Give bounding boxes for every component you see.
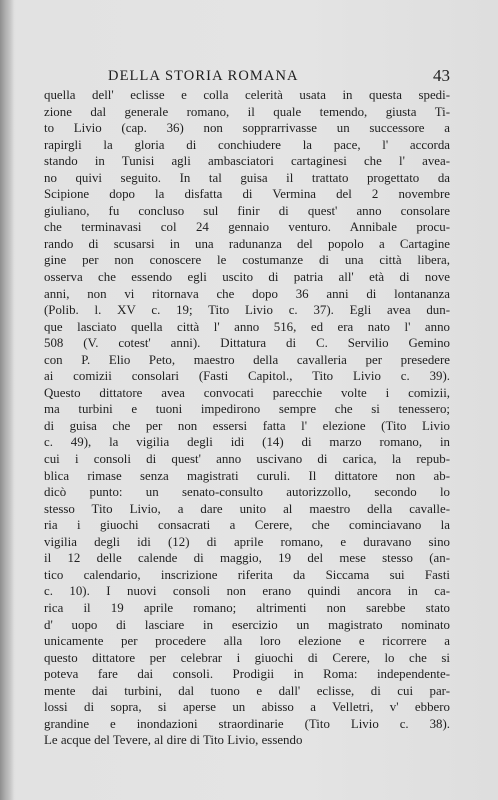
- text-line: blica rimase senza magistrati curuli. Il dittatore non ab-: [44, 468, 450, 483]
- text-line: c. 10). I nuovi consoli non erano quindi ancora in ca-: [44, 584, 450, 599]
- text-line: ria i giuochi consacrati a Cerere, che cominciavano la: [44, 518, 450, 533]
- text-line: cui i consoli di quest' anno uscivano di carica, la repub-: [44, 452, 450, 467]
- text-line: osserva che essendo egli uscito di patria all' età di nove: [44, 270, 450, 285]
- text-line: anni, non vi ritornava che dopo 36 anni di lontananza: [44, 286, 450, 301]
- text-line: stesso Tito Livio, a dare unito al maestro della cavalle-: [44, 501, 450, 516]
- text-line: il 12 delle calende di maggio, 19 del mese stesso (an-: [44, 551, 450, 566]
- text-line: grandine e inondazioni straordinarie (Tito Livio c. 38).: [44, 716, 450, 731]
- text-line: tico calendario, inscrizione riferita da Siccama sui Fasti: [44, 567, 450, 582]
- text-line: rando di scusarsi in una radunanza del popolo a Cartagine: [44, 236, 450, 251]
- page-header: [108, 67, 450, 87]
- text-line: d' uopo di lasciare in esercizio un magistrato nominato: [44, 617, 450, 632]
- text-line: vigilia degli idi (12) di aprile romano, e duravano sino: [44, 534, 450, 549]
- text-line: ai comizii consolari (Fasti Capitol., Tito Livio c. 39).: [44, 369, 450, 384]
- text-line: no quivi seguito. In tal guisa il trattato progettato da: [44, 170, 450, 185]
- text-line: stando in Tunisi agli ambasciatori cartaginesi che l' avea-: [44, 154, 450, 169]
- text-line: c. 49), la vigilia degli idi (14) di marzo romano, in: [44, 435, 450, 450]
- text-line: rapirgli la gloria di conchiudere la pace, l' accorda: [44, 137, 450, 152]
- text-line: lossi di sopra, si aperse un abisso a Velletri, v' ebbero: [44, 700, 450, 715]
- text-line: che terminavasi col 24 gennaio venturo. Annibale procu-: [44, 220, 450, 235]
- text-line: con P. Elio Peto, maestro della cavalleria per presedere: [44, 352, 450, 367]
- text-line: giuliano, fu concluso sul finir di quest' anno consolare: [44, 203, 450, 218]
- text-line: gine per non conoscere le costumanze di una città libera,: [44, 253, 450, 268]
- text-line: Scipione dopo la disfatta di Vermina del 2 novembre: [44, 187, 450, 202]
- running-head: DELLA STORIA ROMANA: [108, 68, 299, 84]
- text-line: Questo dittatore avea convocati parecchie volte i comizii,: [44, 385, 450, 400]
- text-line: to Livio (cap. 36) non sopprarrivasse un successore a: [44, 121, 450, 136]
- text-line: di guisa che per non essersi fatta l' elezione (Tito Livio: [44, 418, 450, 433]
- text-line: 508 (V. cotest' anni). Dittatura di C. Servilio Gemino: [44, 336, 450, 351]
- text-line: zione dal generale romano, il quale temendo, giusta Ti-: [44, 104, 450, 119]
- text-line: ma turbini e tuoni impedirono sempre che si tenessero;: [44, 402, 450, 417]
- page-number: 43: [433, 66, 450, 85]
- text-line: poteva fare dai consoli. Prodigii in Roma: independente-: [44, 667, 450, 682]
- body-text: [44, 87, 450, 749]
- page-spine-shadow: [0, 0, 14, 800]
- text-line: Le acque del Tevere, al dire di Tito Livio, essendo: [44, 733, 303, 748]
- text-line: mente dai turbini, dal tuono e dall' eclisse, di cui par-: [44, 683, 450, 698]
- text-line: unicamente per procedere alla loro elezione e ricorrere a: [44, 634, 450, 649]
- text-line: questo dittatore per celebrar i giuochi di Cerere, lo che si: [44, 650, 450, 665]
- text-line: rica il 19 aprile romano; altrimenti non sarebbe stato: [44, 600, 450, 615]
- text-line: quella dell' eclisse e colla celerità usata in questa spedi-: [44, 88, 450, 102]
- text-line: que lasciato quella città l' anno 516, ed era nato l' anno: [44, 319, 450, 334]
- text-line: dicò punto: un senato-consulto autorizzollo, secondo lo: [44, 485, 450, 500]
- text-line: (Polib. l. XV c. 19; Tito Livio c. 37). Egli avea dun-: [44, 303, 450, 318]
